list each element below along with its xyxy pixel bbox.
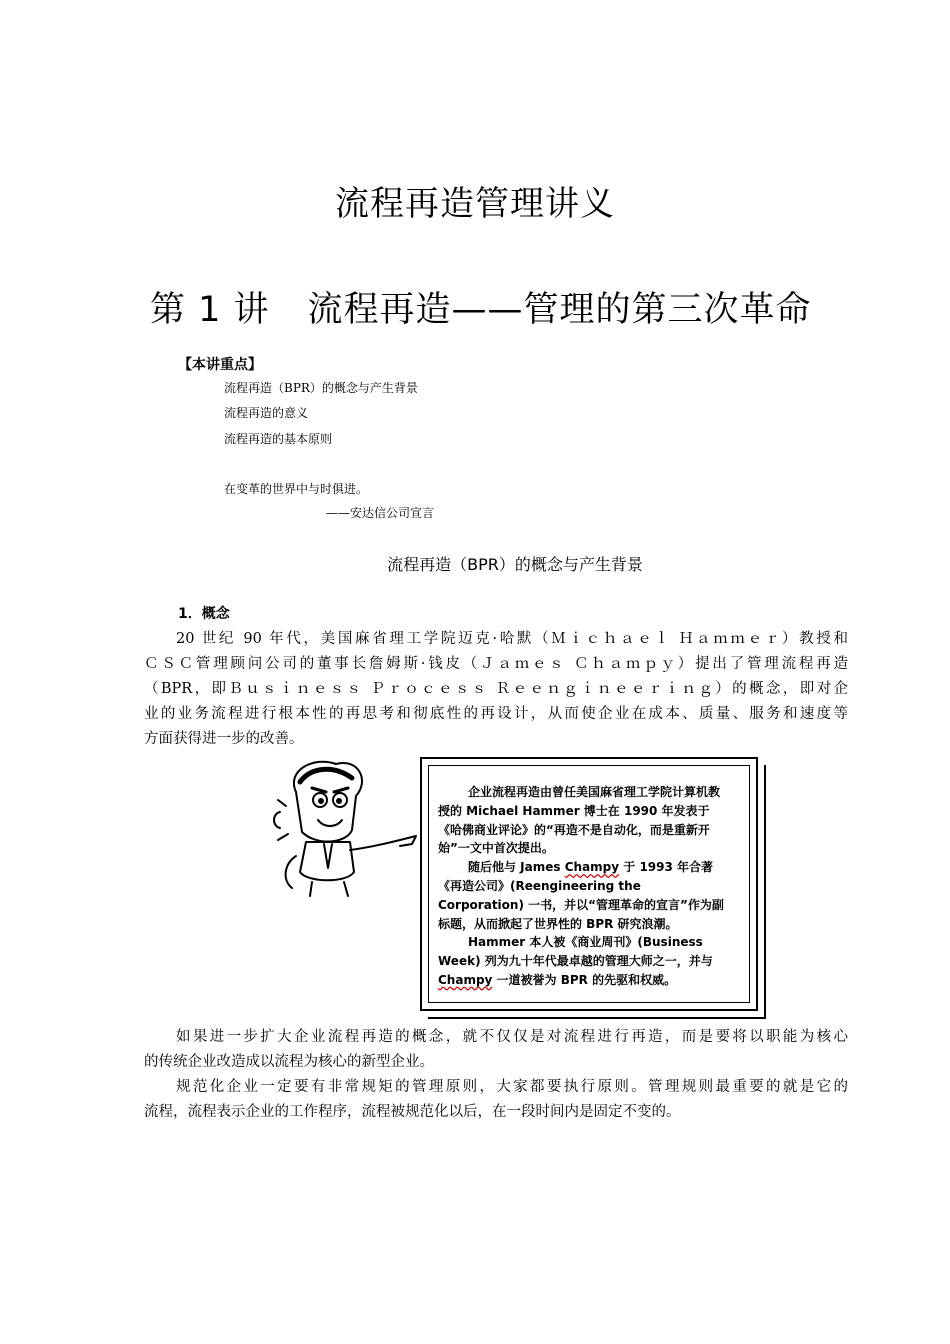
callout-text-run: 于 1993 年合著《再造公司》(Reengineering the Corporation) 一书，并以“管理革命的宣言”作为副标题，从而掀起了世界性的 BPR 研究浪潮。 (438, 860, 724, 931)
key-points-heading: 【本讲重点】 (178, 357, 262, 373)
key-point-item: 流程再造（BPR）的概念与产生背景 (224, 381, 418, 395)
lecture-name: 流程再造——管理的第三次革命 (307, 290, 812, 330)
paragraph-line: 方面获得进一步的改善。 (144, 731, 304, 747)
paragraph-line: ＣＳＣ管理顾问公司的董事长詹姆斯·钱皮（Ｊａｍｅｓ Ｃｈａｍｐｙ）提出了管理流程再造 (144, 656, 848, 672)
key-point-item: 流程再造的基本原则 (224, 432, 333, 446)
document-title: 流程再造管理讲义 (335, 184, 615, 224)
lecture-title (150, 282, 812, 332)
paragraph-line: 的传统企业改造成以流程为核心的新型企业。 (144, 1054, 434, 1070)
paragraph-line: 20 世纪 90 年代，美国麻省理工学院迈克·哈默（Ｍｉｃｈａｅｌ Ｈａｍｍｅｒ）教授和 (176, 631, 848, 647)
spellcheck-underline-name: Champy (438, 972, 493, 987)
paragraph-line: 规范化企业一定要有非常规矩的管理原则，大家都要执行原则。管理规则最重要的就是它的 (176, 1079, 848, 1095)
epigraph-quote: 在变革的世界中与时俱进。 (224, 482, 369, 496)
callout-paragraph (438, 933, 728, 989)
callout-text (438, 783, 728, 990)
callout-paragraph: 企业流程再造由曾任美国麻省理工学院计算机教授的 Michael Hammer 博士在 1990 年发表于《哈佛商业评论》的“再造不是自动化，而是重新开始”一文中首次提出。 (438, 785, 721, 856)
paragraph-line: 流程，流程表示企业的工作程序，流程被规范化以后，在一段时间内是固定不变的。 (144, 1104, 681, 1120)
callout-text-run: Hammer 本人被《商业周刊》(Business Week) 列为九十年代最卓越的管理大师之一，并与 (438, 935, 713, 969)
callout-text-run: 一道被誉为 BPR 的先驱和权威。 (492, 972, 677, 987)
callout-text-run: 随后他与 James (468, 860, 565, 875)
callout-paragraph (438, 858, 728, 933)
paragraph-line: 业的业务流程进行根本性的再思考和彻底性的再设计，从而使企业在成本、质量、服务和速度等 (144, 706, 848, 722)
section-title: 流程再造（BPR）的概念与产生背景 (387, 555, 643, 574)
lecture-number: 第 1 讲 (150, 290, 270, 330)
subheading-concept: 1．概念 (178, 606, 230, 622)
spellcheck-underline-name: Champy (564, 860, 620, 875)
pointing-man-cartoon (266, 752, 422, 898)
paragraph-line: 如果进一步扩大企业流程再造的概念，就不仅仅是对流程进行再造，而是要将以职能为核心 (176, 1029, 848, 1045)
paragraph-line: （BPR，即Ｂｕｓｉｎｅｓｓ Ｐｒｏｃｅｓｓ Ｒｅｅｎｇｉｎｅｅｒｉｎｇ）的概念，即对企 (144, 681, 848, 697)
callout-box (420, 757, 758, 1011)
epigraph-source: ——安达信公司宣言 (326, 506, 435, 520)
key-point-item: 流程再造的意义 (224, 406, 309, 420)
